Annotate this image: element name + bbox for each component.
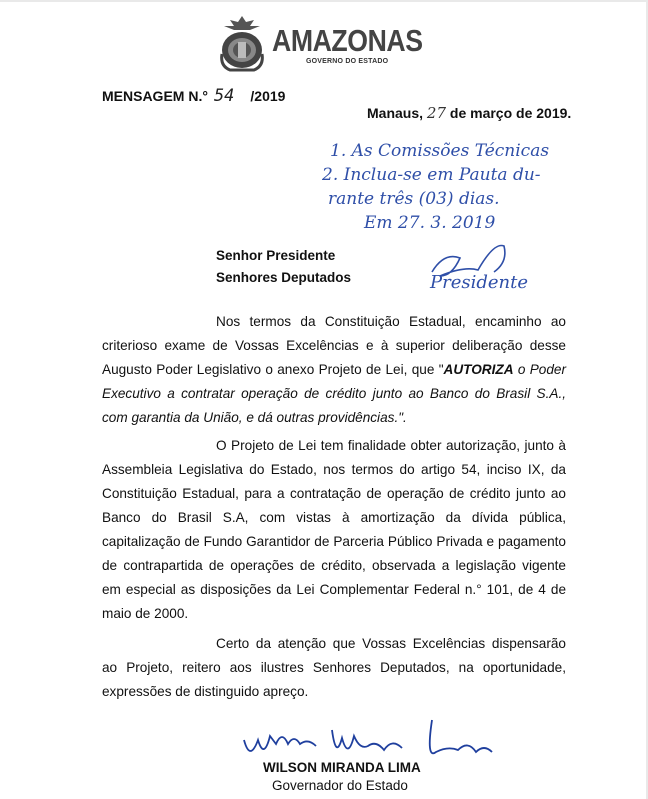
government-subtitle: GOVERNO DO ESTADO xyxy=(306,58,389,65)
salutation-deputies: Senhores Deputados xyxy=(216,270,352,285)
handwritten-note-line-3: rante três (03) dias. xyxy=(328,189,500,209)
date-day: 27 xyxy=(426,104,446,122)
message-label: MENSAGEM N.° xyxy=(102,88,208,104)
paragraph-1 xyxy=(102,310,566,430)
handwritten-note-line-1: 1. As Comissões Técnicas xyxy=(330,141,550,161)
page-edge-top xyxy=(0,0,648,2)
paragraph-1-bold: AUTORIZA xyxy=(443,362,514,377)
message-number: 54 xyxy=(213,86,235,106)
message-number-line xyxy=(102,86,285,106)
paragraph-2-text: O Projeto de Lei tem finalidade obter autorização, junto à Assembleia Legislativa do Estado, nos termos do artigo 54, inciso IX, da Constituição Estadual, para a contratação de operação de crédito junto ao Banco do Brasil S.A, com vistas à amortização da dívida pública, capitalização de Fundo Garantidor de Parceria Público Privada e pagamento de contrapartida de operações de crédito, observada a legislação vigente em especial as disposições da Lei Complementar Federal n.° 101, de 4 de maio de 2000. xyxy=(102,438,566,621)
paragraph-2 xyxy=(102,434,566,626)
salutation-president: Senhor Presidente xyxy=(216,248,336,263)
state-name: AMAZONAS xyxy=(272,23,423,58)
paragraph-1-text: Nos termos da Constituição Estadual, encaminho ao criterioso exame de Vossas Excelências e à superior deliberação desse Augusto Poder Legislativo o anexo Projeto de Lei, que " xyxy=(102,314,566,377)
date-rest: de março de 2019. xyxy=(449,105,572,121)
message-year: /2019 xyxy=(250,88,286,104)
dateline xyxy=(367,104,571,122)
signatory-role: Governador do Estado xyxy=(272,778,408,793)
handwritten-note-signature-title: Presidente xyxy=(430,272,529,293)
paragraph-3 xyxy=(102,632,566,704)
state-coat-of-arms-icon xyxy=(216,14,268,72)
paragraph-1-quote: o Poder Executivo a contratar operação de crédito junto ao Banco do Brasil S.A., com garantia da União, e dá outras providências.". xyxy=(102,362,567,425)
letterhead xyxy=(216,14,423,74)
signatory-name: WILSON MIRANDA LIMA xyxy=(263,760,421,775)
date-place: Manaus, xyxy=(367,105,424,121)
handwritten-note-line-2: 2. Inclua-se em Pauta du- xyxy=(322,165,541,185)
handwritten-note-date: Em 27. 3. 2019 xyxy=(364,213,496,233)
paragraph-3-text: Certo da atenção que Vossas Excelências dispensarão ao Projeto, reitero aos ilustres Senhores Deputados, na oportunidade, expressões de distinguido apreço. xyxy=(102,636,566,699)
